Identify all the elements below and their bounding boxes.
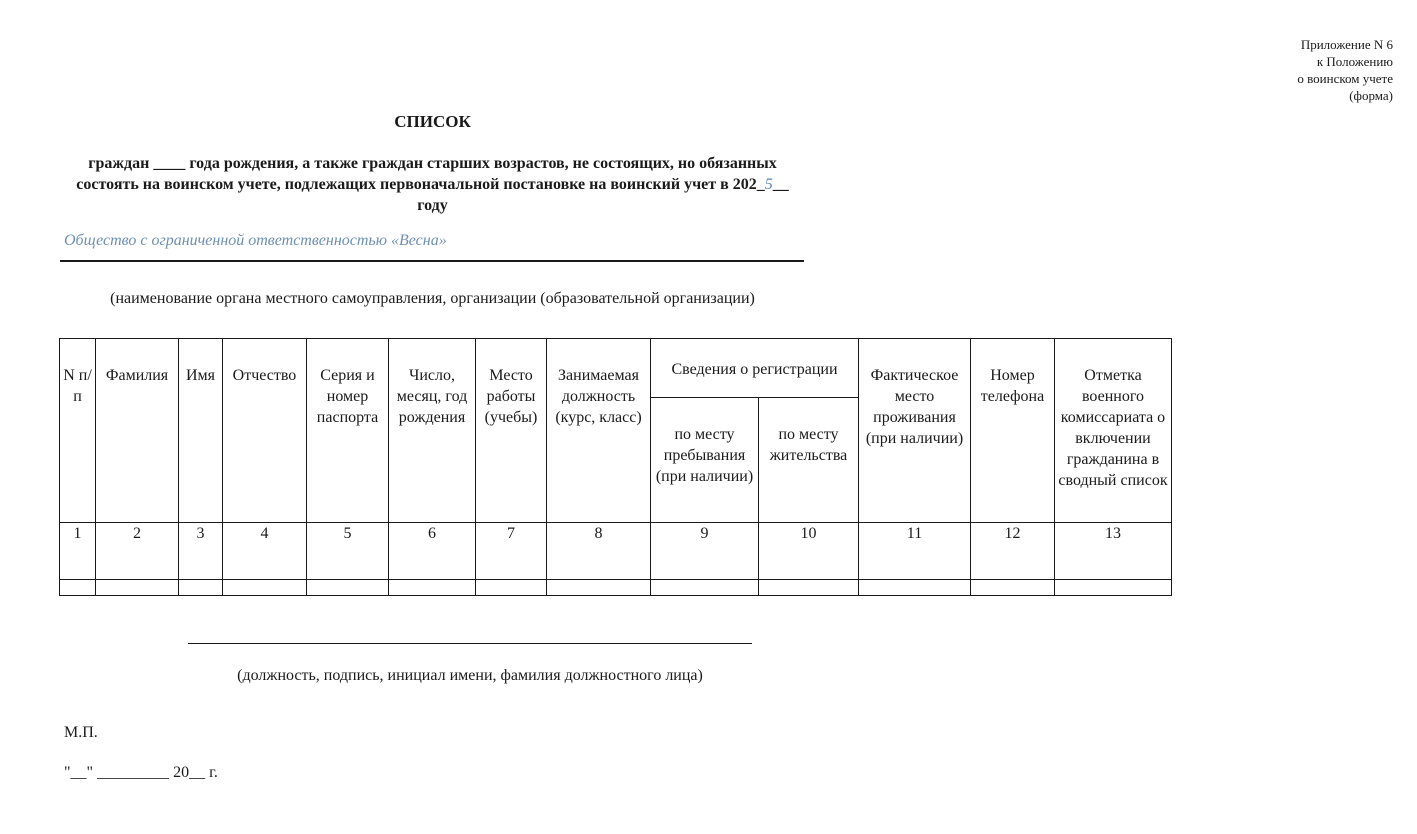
table-cell[interactable] bbox=[179, 580, 223, 596]
table-cell[interactable] bbox=[759, 580, 859, 596]
date-field[interactable]: "__" _________ 20__ г. bbox=[64, 764, 218, 781]
column-number: 8 bbox=[547, 523, 651, 580]
column-number: 6 bbox=[389, 523, 476, 580]
header-residence-registration: по месту жительства bbox=[759, 398, 859, 523]
subtitle-text-end: __ году bbox=[417, 176, 789, 214]
table-cell[interactable] bbox=[389, 580, 476, 596]
header-work-place: Место работы (учебы) bbox=[476, 339, 547, 523]
column-number: 9 bbox=[651, 523, 759, 580]
header-name: Имя bbox=[179, 339, 223, 523]
appendix-line-3: о воинском учете bbox=[1297, 71, 1393, 86]
header-number: N п/п bbox=[60, 339, 96, 523]
table-cell[interactable] bbox=[651, 580, 759, 596]
column-number-row bbox=[60, 523, 1172, 580]
table-cell[interactable] bbox=[859, 580, 971, 596]
header-birth-date: Число, месяц, год рождения bbox=[389, 339, 476, 523]
column-number: 1 bbox=[60, 523, 96, 580]
table-cell[interactable] bbox=[96, 580, 179, 596]
organization-caption: (наименование органа местного самоуправления, организации (образовательной организации) bbox=[110, 290, 755, 307]
column-number: 4 bbox=[223, 523, 307, 580]
document-title: СПИСОК bbox=[394, 112, 471, 131]
table-cell[interactable] bbox=[547, 580, 651, 596]
stamp-place: М.П. bbox=[64, 724, 98, 741]
header-stay-registration: по месту пребывания (при наличии) bbox=[651, 398, 759, 523]
header-patronymic: Отчество bbox=[223, 339, 307, 523]
column-number: 11 bbox=[859, 523, 971, 580]
appendix-line-4: (форма) bbox=[1349, 88, 1393, 103]
column-number: 13 bbox=[1055, 523, 1172, 580]
table-cell[interactable] bbox=[60, 580, 96, 596]
table-cell[interactable] bbox=[476, 580, 547, 596]
column-number: 3 bbox=[179, 523, 223, 580]
table-row bbox=[60, 580, 1172, 596]
header-commissariat-mark: Отметка военного комиссариата о включении гражданина в сводный список bbox=[1055, 339, 1172, 523]
citizens-table bbox=[59, 338, 1172, 596]
organization-value: Общество с ограниченной ответственностью «Весна» bbox=[64, 232, 447, 249]
appendix-reference bbox=[1297, 36, 1393, 104]
year-digit-field[interactable]: 5 bbox=[764, 176, 773, 193]
column-number: 5 bbox=[307, 523, 389, 580]
appendix-line-1: Приложение N 6 bbox=[1300, 37, 1393, 52]
column-number: 12 bbox=[971, 523, 1055, 580]
table-cell[interactable] bbox=[307, 580, 389, 596]
signature-caption: (должность, подпись, инициал имени, фамилия должностного лица) bbox=[237, 667, 703, 684]
organization-field[interactable] bbox=[60, 230, 804, 262]
column-number: 2 bbox=[96, 523, 179, 580]
header-passport: Серия и номер паспорта bbox=[307, 339, 389, 523]
appendix-line-2: к Положению bbox=[1316, 54, 1393, 69]
header-actual-residence: Фактическое место проживания (при наличии) bbox=[859, 339, 971, 523]
header-surname: Фамилия bbox=[96, 339, 179, 523]
table-cell[interactable] bbox=[223, 580, 307, 596]
table-cell[interactable] bbox=[971, 580, 1055, 596]
column-number: 10 bbox=[759, 523, 859, 580]
header-phone: Номер телефона bbox=[971, 339, 1055, 523]
document-subtitle bbox=[60, 153, 805, 216]
header-position: Занимаемая должность (курс, класс) bbox=[547, 339, 651, 523]
table-header-row bbox=[60, 339, 1172, 398]
signature-line[interactable] bbox=[188, 643, 752, 644]
column-number: 7 bbox=[476, 523, 547, 580]
subtitle-text: граждан ____ года рождения, а также граждан старших возрастов, не состоящих, но обязанных состоять на воинском учете, подлежащих первоначальной постановке на воинский учет в 202_ bbox=[76, 155, 777, 193]
table-cell[interactable] bbox=[1055, 580, 1172, 596]
header-registration-group: Сведения о регистрации bbox=[651, 339, 859, 398]
